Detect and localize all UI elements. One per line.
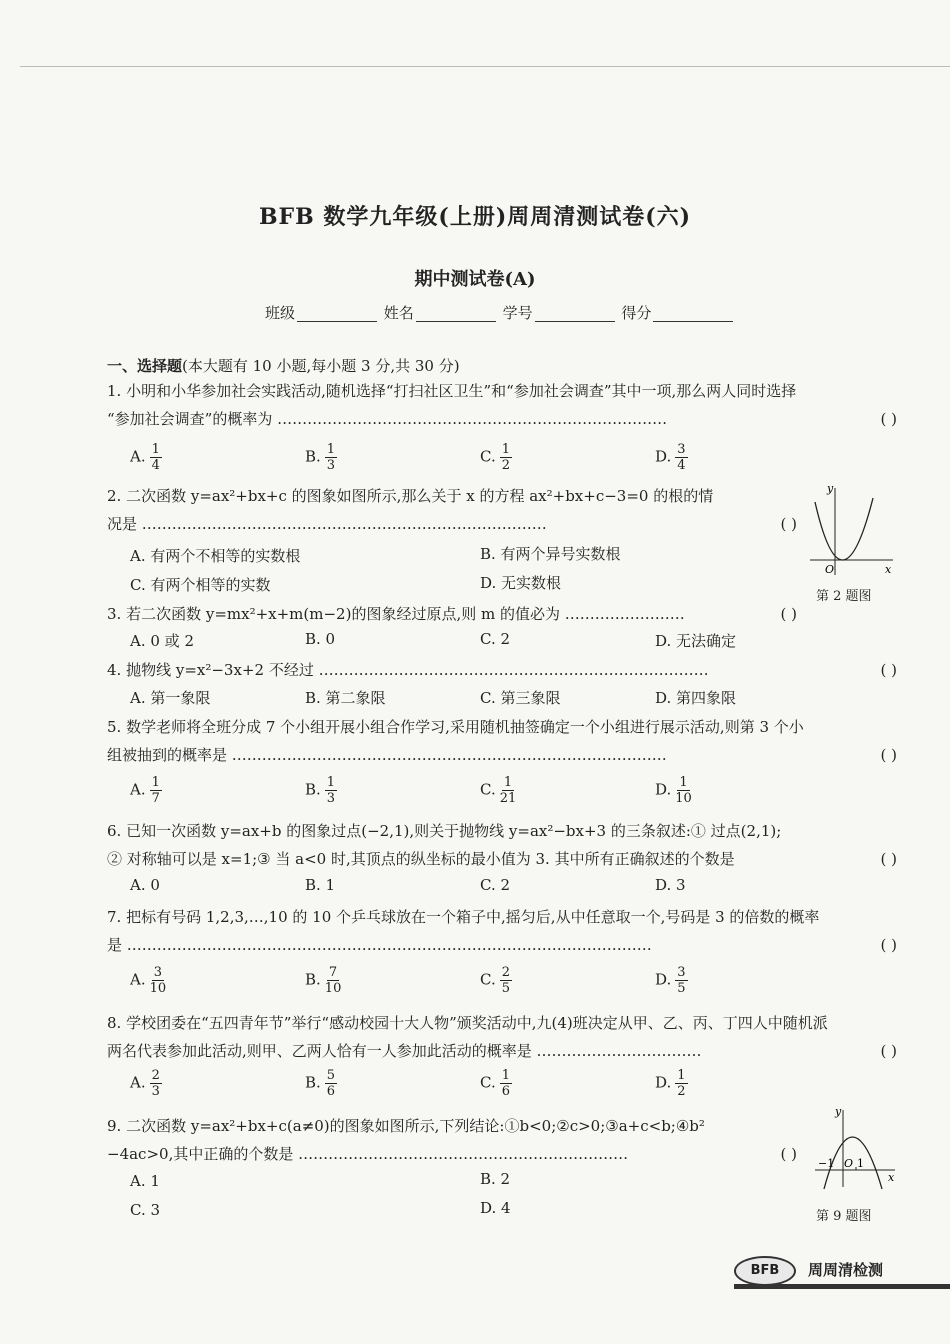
q7-answer-paren[interactable]: ( ) bbox=[880, 936, 897, 954]
q8-b-label: B. bbox=[305, 1073, 321, 1092]
q8-option-a[interactable] bbox=[130, 1068, 162, 1099]
name-blank[interactable] bbox=[416, 307, 496, 322]
q9-option-d[interactable]: D. 4 bbox=[480, 1199, 511, 1217]
q9-answer-paren[interactable]: ( ) bbox=[780, 1145, 797, 1163]
q7-option-b[interactable] bbox=[305, 965, 341, 996]
q5-b-num: 1 bbox=[326, 775, 336, 790]
q1-d-den: 4 bbox=[677, 458, 686, 473]
question-4 bbox=[107, 656, 897, 684]
q3-line1: 3. 若二次函数 y=mx²+x+m(m−2)的图象经过原点,则 m 的值必为 …………………… bbox=[107, 605, 685, 623]
q5-c-frac bbox=[500, 775, 517, 806]
q7-d-den: 5 bbox=[677, 981, 686, 996]
q6-line1: 6. 已知一次函数 y=ax+b 的图象过点(−2,1),则关于抛物线 y=ax²−bx+3 的三条叙述:① 过点(2,1); bbox=[107, 822, 782, 840]
q7-c-den: 5 bbox=[501, 981, 510, 996]
score-label: 得分 bbox=[621, 304, 652, 322]
q8-b-den: 6 bbox=[326, 1084, 336, 1099]
question-8 bbox=[107, 1009, 897, 1065]
q8-option-b[interactable] bbox=[305, 1068, 337, 1099]
q1-d-frac bbox=[675, 442, 687, 473]
q8-option-d[interactable] bbox=[655, 1068, 688, 1099]
q9-option-a[interactable]: A. 1 bbox=[130, 1172, 160, 1190]
q6-option-c[interactable]: C. 2 bbox=[480, 876, 511, 894]
q5-b-frac bbox=[325, 775, 337, 806]
q4-option-a[interactable]: A. 第一象限 bbox=[130, 689, 211, 707]
page-subtitle: 期中测试卷(A) bbox=[414, 269, 536, 290]
top-rule bbox=[20, 66, 950, 67]
q5-answer-paren[interactable]: ( ) bbox=[880, 746, 897, 764]
id-blank[interactable] bbox=[535, 307, 615, 322]
q8-d-num: 1 bbox=[677, 1068, 686, 1083]
q8-option-c[interactable] bbox=[480, 1068, 512, 1099]
q8-d-label: D. bbox=[655, 1073, 672, 1092]
q8-c-num: 1 bbox=[501, 1068, 510, 1083]
section-label: 一、选择题 bbox=[107, 357, 183, 375]
q6-option-d[interactable]: D. 3 bbox=[655, 876, 686, 894]
q3-option-d[interactable]: D. 无法确定 bbox=[655, 632, 737, 650]
q2-option-d[interactable]: D. 无实数根 bbox=[480, 574, 562, 592]
q7-d-frac bbox=[675, 965, 687, 996]
q7-c-label: C. bbox=[480, 970, 496, 989]
score-blank[interactable] bbox=[653, 307, 733, 322]
q2-parabola-figure bbox=[805, 480, 900, 580]
question-9 bbox=[107, 1112, 797, 1168]
q9-option-c[interactable]: C. 3 bbox=[130, 1201, 161, 1219]
q8-line2: 两名代表参加此活动,则甲、乙两人恰有一人参加此活动的概率是 …………………………… bbox=[107, 1042, 702, 1060]
q4-option-c[interactable]: C. 第三象限 bbox=[480, 689, 561, 707]
q8-a-label: A. bbox=[130, 1073, 146, 1092]
question-1 bbox=[107, 377, 897, 433]
q1-c-num: 1 bbox=[501, 442, 510, 457]
q8-line1: 8. 学校团委在“五四青年节”举行“感动校园十大人物”颁奖活动中,九(4)班决定从甲、乙、丙、丁四人中随机派 bbox=[107, 1014, 828, 1032]
q7-line2: 是 …………………………………………………………………………………………… bbox=[107, 936, 652, 954]
q9-line2: −4ac>0,其中正确的个数是 ………………………………………………………… bbox=[107, 1145, 629, 1163]
q8-d-frac bbox=[675, 1068, 687, 1099]
section-heading bbox=[107, 355, 460, 376]
class-label: 班级 bbox=[265, 304, 296, 322]
q7-d-label: D. bbox=[655, 970, 672, 989]
q4-option-d[interactable]: D. 第四象限 bbox=[655, 689, 737, 707]
q1-a-den: 4 bbox=[151, 458, 160, 473]
q3-answer-paren[interactable]: ( ) bbox=[780, 605, 797, 623]
q7-b-frac bbox=[325, 965, 342, 996]
q1-a-num: 1 bbox=[151, 442, 160, 457]
q5-a-num: 1 bbox=[151, 775, 160, 790]
q5-option-d[interactable] bbox=[655, 775, 692, 806]
id-label: 学号 bbox=[502, 304, 533, 322]
q2-option-b[interactable]: B. 有两个异号实数根 bbox=[480, 545, 621, 563]
q5-c-num: 1 bbox=[503, 775, 513, 790]
q4-answer-paren[interactable]: ( ) bbox=[880, 661, 897, 679]
q8-c-frac bbox=[500, 1068, 512, 1099]
q5-option-b[interactable] bbox=[305, 775, 337, 806]
q2-figure-caption: 第 2 题图 bbox=[816, 589, 872, 604]
q2-x-label: x bbox=[885, 563, 892, 576]
q1-b-den: 3 bbox=[326, 458, 336, 473]
q3-option-b[interactable]: B. 0 bbox=[305, 630, 336, 648]
q8-a-num: 2 bbox=[151, 1068, 160, 1083]
q3-option-c[interactable]: C. 2 bbox=[480, 630, 511, 648]
q7-a-label: A. bbox=[130, 970, 146, 989]
q5-c-den: 21 bbox=[499, 791, 517, 806]
q8-answer-paren[interactable]: ( ) bbox=[880, 1042, 897, 1060]
q4-line1: 4. 抛物线 y=x²−3x+2 不经过 …………………………………………………………………… bbox=[107, 661, 709, 679]
q7-option-a[interactable] bbox=[130, 965, 166, 996]
q1-option-d[interactable] bbox=[655, 442, 688, 473]
q8-c-label: C. bbox=[480, 1073, 496, 1092]
question-7 bbox=[107, 903, 897, 959]
question-6 bbox=[107, 817, 897, 873]
q5-a-den: 7 bbox=[151, 791, 160, 806]
q9-one-label: 1 bbox=[857, 1157, 864, 1170]
q5-c-label: C. bbox=[480, 780, 496, 799]
q1-option-c[interactable] bbox=[480, 442, 512, 473]
q9-option-b[interactable]: B. 2 bbox=[480, 1170, 511, 1188]
q4-option-b[interactable]: B. 第二象限 bbox=[305, 689, 386, 707]
q7-line1: 7. 把标有号码 1,2,3,…,10 的 10 个乒乓球放在一个箱子中,摇匀后,从中任意取一个,号码是 3 的倍数的概率 bbox=[107, 908, 820, 926]
q5-d-den: 10 bbox=[675, 791, 692, 806]
section-desc: (本大题有 10 小题,每小题 3 分,共 30 分) bbox=[182, 357, 460, 375]
q1-c-den: 2 bbox=[501, 458, 510, 473]
q5-a-label: A. bbox=[130, 780, 146, 799]
q7-option-c[interactable] bbox=[480, 965, 512, 996]
page-title: BFB 数学九年级(上册)周周清测试卷(六) bbox=[258, 204, 692, 230]
q7-b-den: 10 bbox=[324, 981, 342, 996]
q2-line2: 况是 ……………………………………………………………………… bbox=[107, 515, 547, 533]
q5-line1: 5. 数学老师将全班分成 7 个小组开展小组合作学习,采用随机抽签确定一个小组进行展示活动,则第 3 个小 bbox=[107, 718, 804, 736]
q1-option-b[interactable] bbox=[305, 442, 337, 473]
q2-line1: 2. 二次函数 y=ax²+bx+c 的图象如图所示,那么关于 x 的方程 ax²+bx+c−3=0 的根的情 bbox=[107, 487, 714, 505]
q1-option-a[interactable] bbox=[130, 442, 162, 473]
q5-d-frac bbox=[675, 775, 692, 806]
q7-c-num: 2 bbox=[501, 965, 510, 980]
q8-b-frac bbox=[325, 1068, 337, 1099]
class-blank[interactable] bbox=[297, 307, 377, 322]
q5-a-frac bbox=[150, 775, 162, 806]
q7-a-frac bbox=[150, 965, 167, 996]
q2-option-c[interactable]: C. 有两个相等的实数 bbox=[130, 576, 271, 594]
q1-b-label: B. bbox=[305, 447, 321, 466]
q1-c-label: C. bbox=[480, 447, 496, 466]
question-2 bbox=[107, 482, 797, 538]
q1-line2: “参加社会调查”的概率为 …………………………………………………………………… bbox=[107, 410, 668, 428]
q6-line2: ② 对称轴可以是 x=1;③ 当 a<0 时,其顶点的纵坐标的最小值为 3. 其中所有正确叙述的个数是 bbox=[107, 850, 735, 868]
q5-line2: 组被抽到的概率是 …………………………………………………………………………… bbox=[107, 746, 667, 764]
q1-c-frac bbox=[500, 442, 512, 473]
q2-y-label: y bbox=[827, 482, 834, 495]
q1-answer-paren[interactable]: ( ) bbox=[880, 410, 897, 428]
q5-b-den: 3 bbox=[326, 791, 336, 806]
q1-a-label: A. bbox=[130, 447, 146, 466]
question-5 bbox=[107, 713, 897, 769]
q8-a-frac bbox=[150, 1068, 162, 1099]
q6-answer-paren[interactable]: ( ) bbox=[880, 850, 897, 868]
q1-b-frac bbox=[325, 442, 337, 473]
q7-b-num: 7 bbox=[328, 965, 338, 980]
q8-d-den: 2 bbox=[677, 1084, 686, 1099]
question-3 bbox=[107, 600, 797, 628]
name-label: 姓名 bbox=[383, 304, 414, 322]
q1-d-num: 3 bbox=[677, 442, 686, 457]
footer-title: 周周清检测 bbox=[808, 1261, 884, 1279]
q5-option-a[interactable] bbox=[130, 775, 162, 806]
q9-origin-label: O bbox=[844, 1157, 854, 1170]
q2-option-a[interactable]: A. 有两个不相等的实数根 bbox=[130, 547, 301, 565]
q2-answer-paren[interactable]: ( ) bbox=[780, 515, 797, 533]
q8-c-den: 6 bbox=[501, 1084, 510, 1099]
q8-b-num: 5 bbox=[326, 1068, 336, 1083]
q6-option-a[interactable]: A. 0 bbox=[130, 876, 160, 894]
q9-line1: 9. 二次函数 y=ax²+bx+c(a≠0)的图象如图所示,下列结论:①b<0;②c>0;③a+c<b;④b² bbox=[107, 1117, 705, 1135]
footer-bar bbox=[734, 1284, 950, 1289]
q5-b-label: B. bbox=[305, 780, 321, 799]
student-info-row bbox=[265, 302, 735, 323]
q8-a-den: 3 bbox=[151, 1084, 160, 1099]
q7-b-label: B. bbox=[305, 970, 321, 989]
q9-neg-one-label: −1 bbox=[818, 1157, 835, 1170]
q2-parabola-curve bbox=[815, 498, 873, 560]
q7-option-d[interactable] bbox=[655, 965, 688, 996]
bfb-logo: BFB bbox=[734, 1256, 796, 1286]
q7-a-den: 10 bbox=[149, 981, 167, 996]
q1-b-num: 1 bbox=[326, 442, 336, 457]
q5-option-c[interactable] bbox=[480, 775, 516, 806]
q9-figure-caption: 第 9 题图 bbox=[816, 1209, 872, 1224]
q5-d-label: D. bbox=[655, 780, 672, 799]
q2-origin-label: O bbox=[825, 563, 835, 576]
q5-d-num: 1 bbox=[679, 775, 688, 790]
q1-d-label: D. bbox=[655, 447, 672, 466]
q9-parabola-figure bbox=[810, 1105, 900, 1190]
q9-x-label: x bbox=[888, 1171, 895, 1184]
q7-a-num: 3 bbox=[153, 965, 163, 980]
q1-line1: 1. 小明和小华参加社会实践活动,随机选择“打扫社区卫生”和“参加社会调查”其中一项,那么两人同时选择 bbox=[107, 382, 797, 400]
q1-a-frac bbox=[150, 442, 162, 473]
q3-option-a[interactable]: A. 0 或 2 bbox=[130, 632, 194, 650]
q7-d-num: 3 bbox=[677, 965, 686, 980]
q7-c-frac bbox=[500, 965, 512, 996]
q6-option-b[interactable]: B. 1 bbox=[305, 876, 336, 894]
q9-y-label: y bbox=[835, 1105, 842, 1118]
